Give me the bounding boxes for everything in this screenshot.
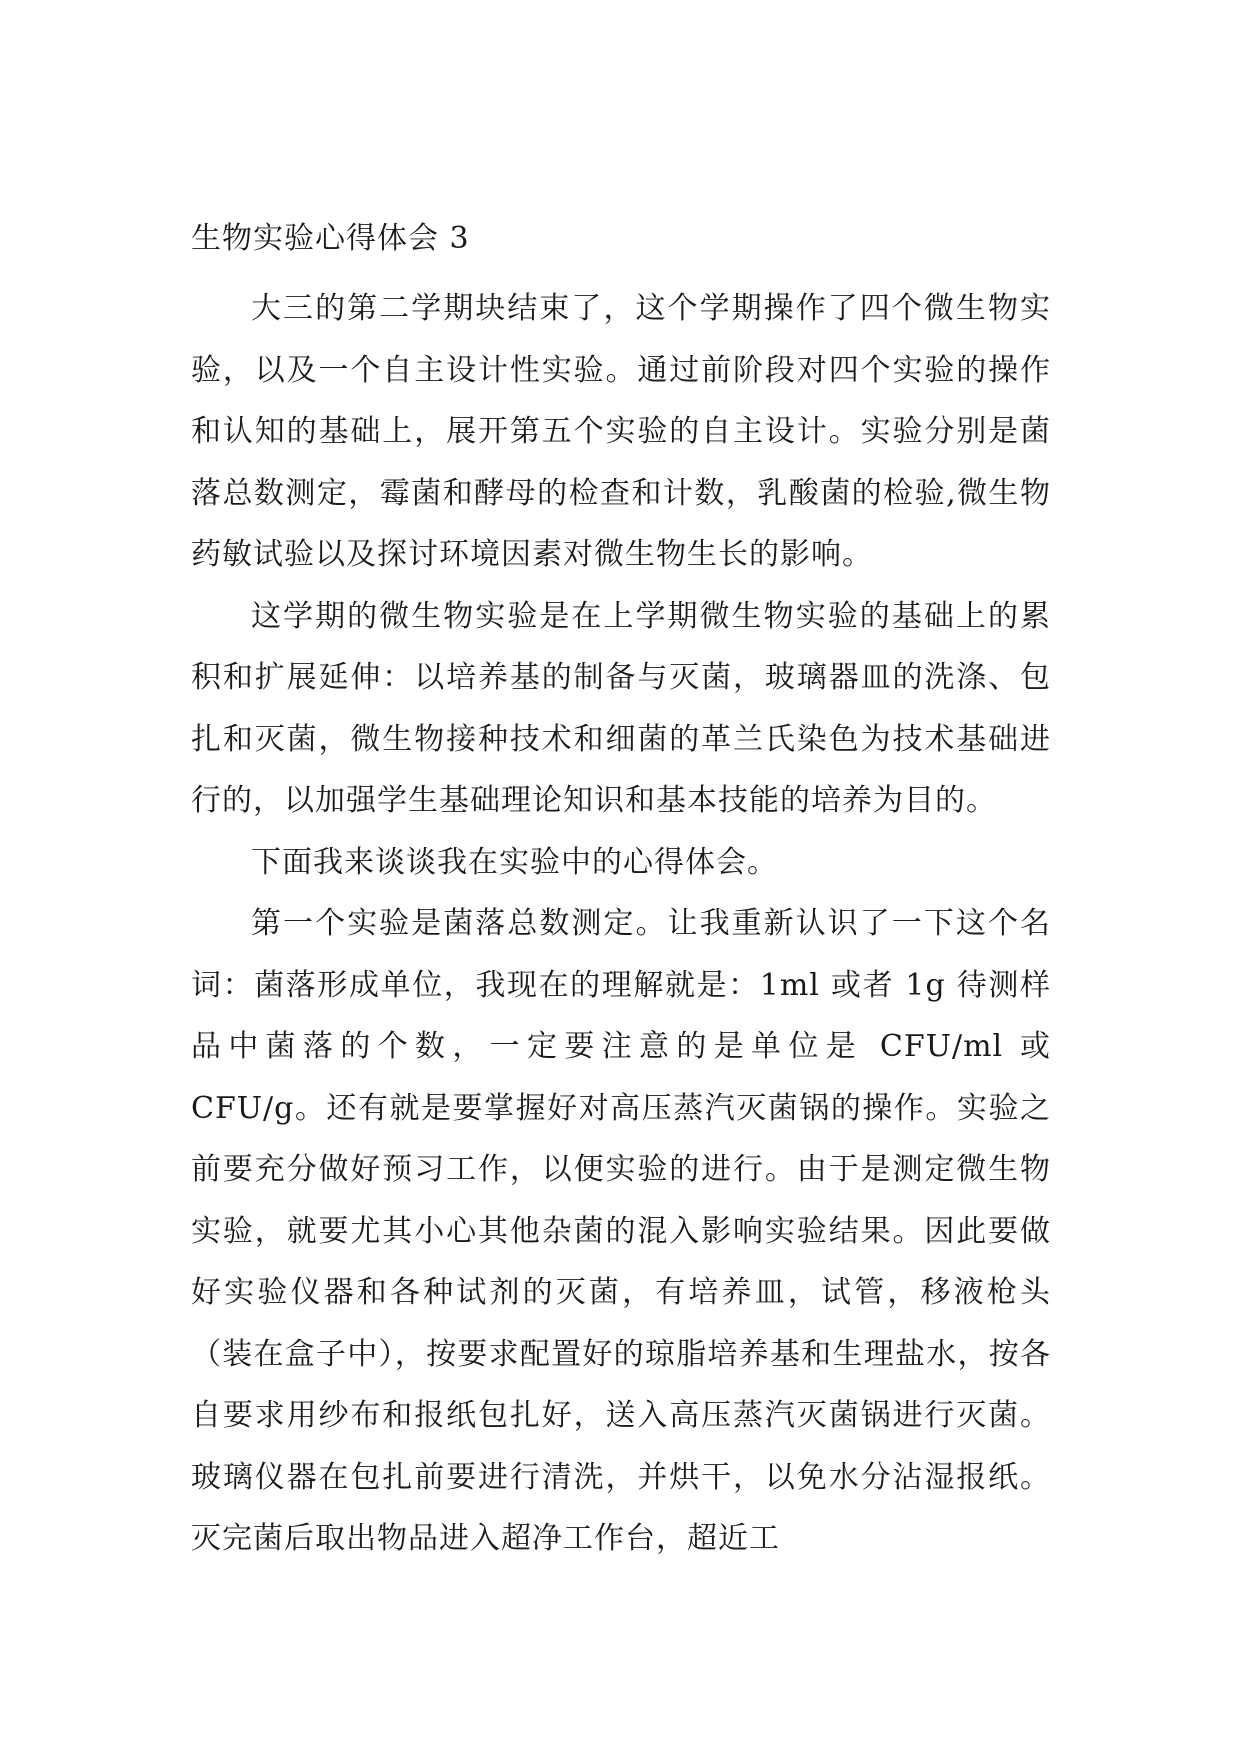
paragraph-3: 下面我来谈谈我在实验中的心得体会。 xyxy=(251,844,778,880)
paragraph-1: 大三的第二学期块结束了，这个学期操作了四个微生物实验，以及一个自主设计性实验。通过前阶段对四个实验的操作和认知的基础上，展开第五个实验的自主设计。实验分别是菌落总数测定，霉菌和酵母的检查和计数，乳酸菌的检验,微生物药敏试验以及探讨环境因素对微生物生长的影响。 xyxy=(191,291,1051,572)
paragraph-2: 这学期的微生物实验是在上学期微生物实验的基础上的累积和扩展延伸：以培养基的制备与灭菌，玻璃器皿的洗涤、包扎和灭菌，微生物接种技术和细菌的革兰氏染色为技术基础进行的，以加强学生基础理论知识和基本技能的培养为目的。 xyxy=(191,598,1051,818)
document-title: 生物实验心得体会 3 xyxy=(191,221,470,256)
paragraph-4: 第一个实验是菌落总数测定。让我重新认识了一下这个名词：菌落形成单位，我现在的理解就是：1ml 或者 1g 待测样品中菌落的个数，一定要注意的是单位是 CFU/ml 或 CFU/g。还有就是要掌握好对高压蒸汽灭菌锅的操作。实验之前要充分做好预习工作，以便实验的进行。由于是测定微生物实验，就要尤其小心其他杂菌的混入影响实验结果。因此要做好实验仪器和各种试剂的灭菌，有培养皿，试管，移液枪头（装在盒子中），按要求配置好的琼脂培养基和生理盐水，按各自要求用纱布和报纸包扎好，送入高压蒸汽灭菌锅进行灭菌。玻璃仪器在包扎前要进行清洗，并烘干，以免水分沾湿报纸。灭完菌后取出物品进入超净工作台，超近工 xyxy=(191,906,1051,1556)
document-page xyxy=(191,218,1051,1570)
